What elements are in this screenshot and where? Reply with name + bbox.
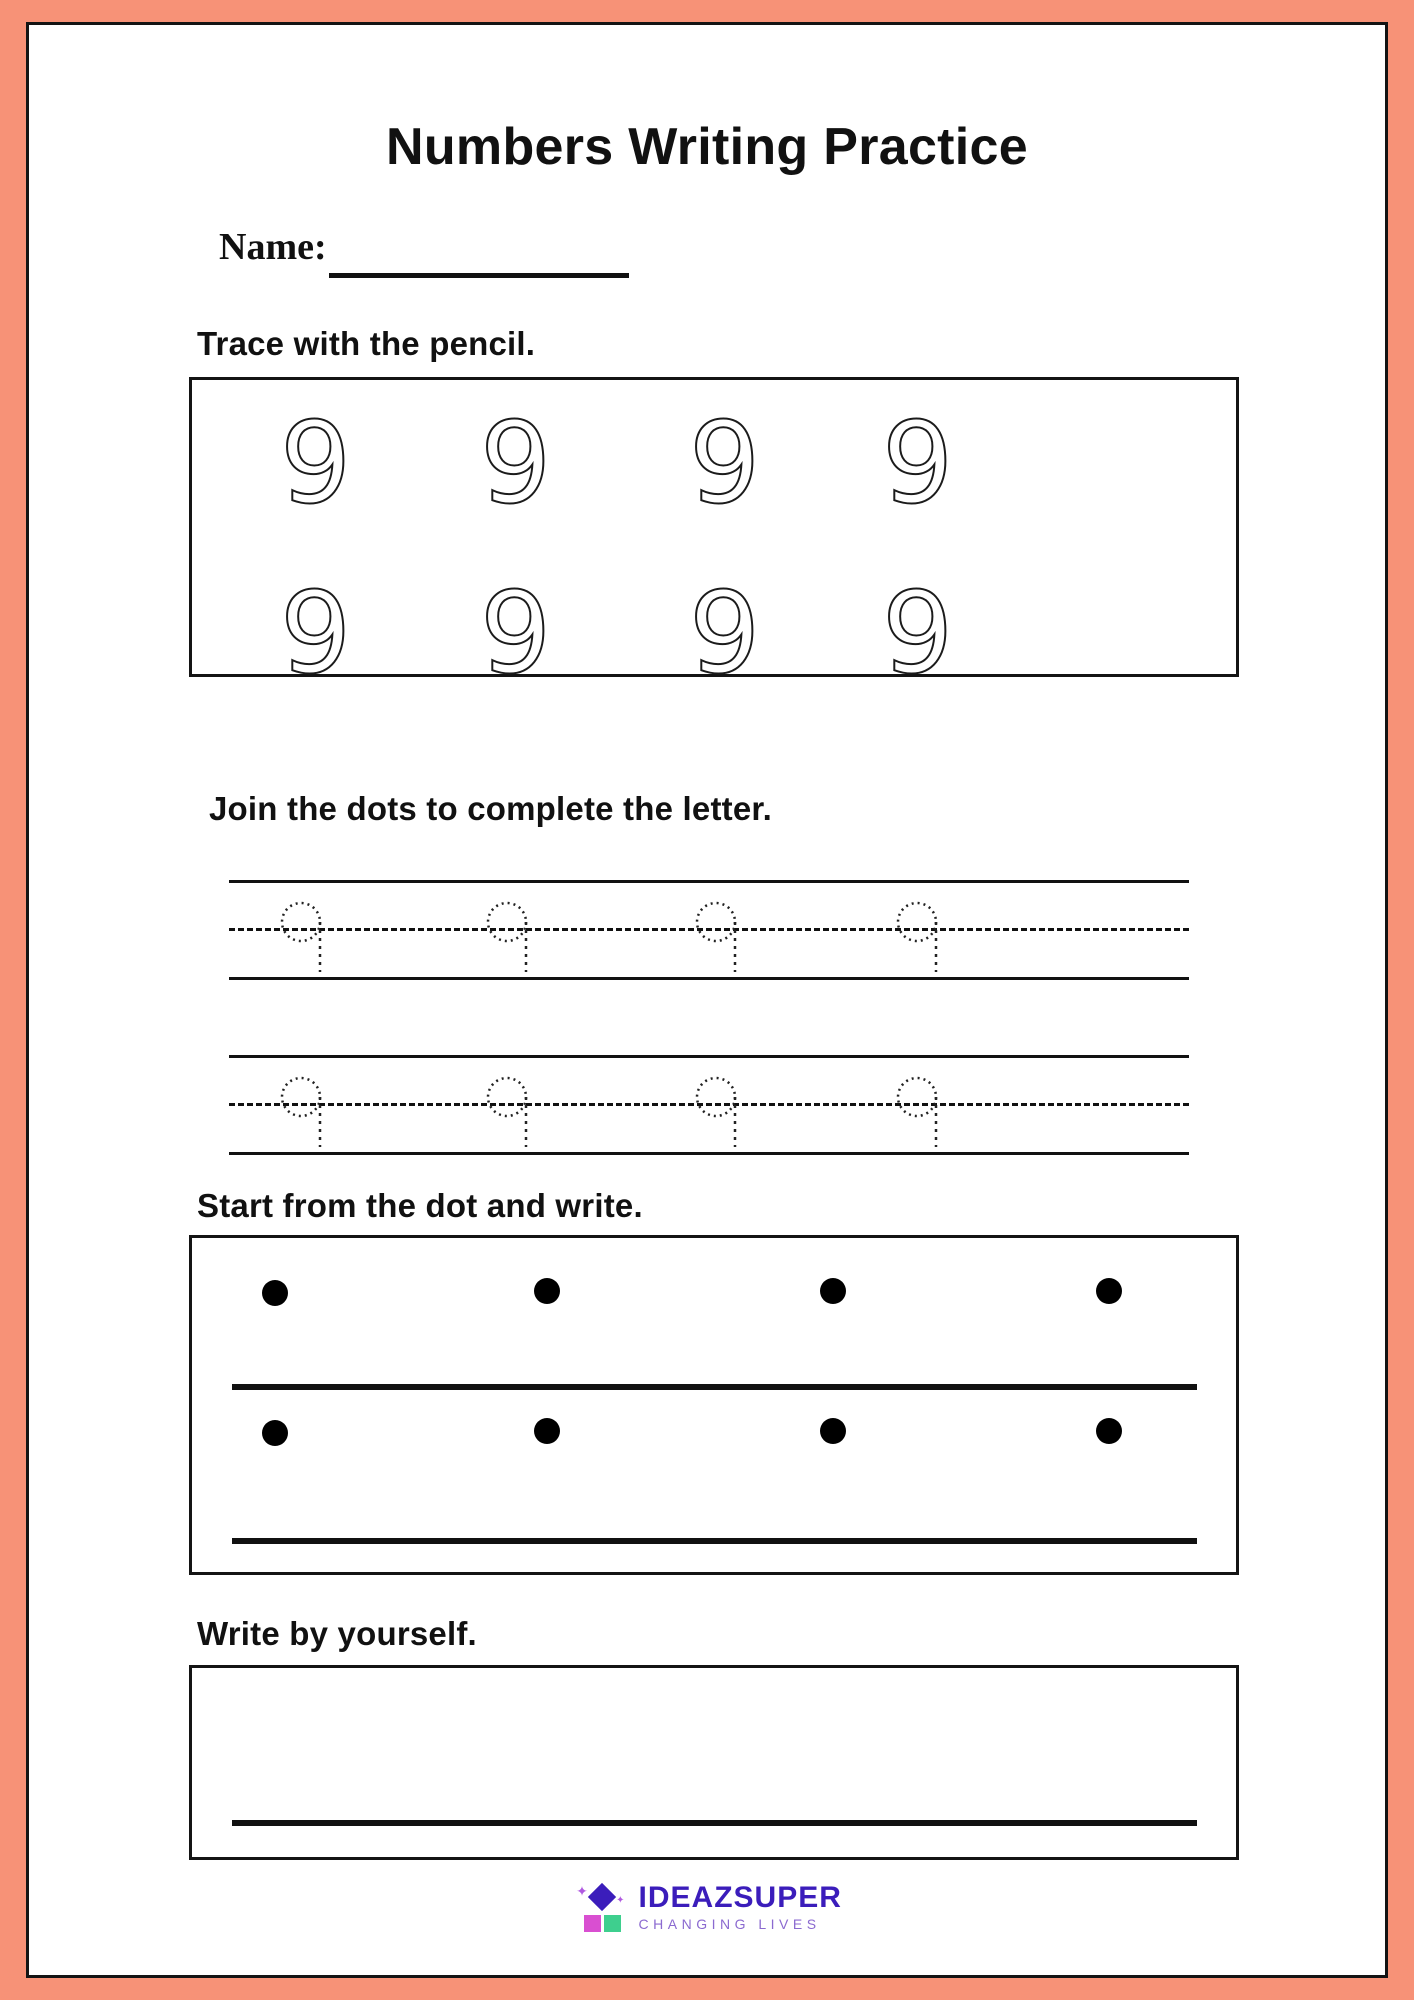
start-dot [534,1278,560,1304]
name-input-line[interactable] [329,273,629,278]
worksheet-page [26,22,1388,1978]
baseline-rule [232,1820,1197,1826]
instruction-join-dots: Join the dots to complete the letter. [209,790,772,827]
ruled-line-row[interactable] [229,1055,1189,1155]
join-dots-area [189,765,1239,1095]
start-dot [534,1418,560,1444]
trace-glyph: 9 [480,399,552,529]
trace-glyph: 9 [480,569,552,699]
trace-glyph: 9 [689,399,761,529]
baseline-rule [232,1538,1197,1544]
name-field-row [189,225,849,285]
start-dot [262,1280,288,1306]
start-dot [820,1278,846,1304]
page-title: Numbers Writing Practice [386,118,1028,176]
square-pink-icon [584,1915,601,1932]
sparkle-icon: ✦ [576,1883,588,1900]
start-dot [1096,1418,1122,1444]
square-green-icon [604,1915,621,1932]
instruction-write-by-yourself: Write by yourself. [197,1615,477,1652]
trace-glyph: 9 [280,399,352,529]
sparkle-icon: ✦ [616,1895,625,1907]
trace-glyph: 9 [882,569,954,699]
brand-tagline: CHANGING LIVES [638,1916,821,1932]
brand-name: IDEAZSUPER [638,1881,842,1914]
footer-logo [29,1883,1385,1945]
trace-glyph: 9 [280,569,352,699]
trace-practice-box[interactable] [189,377,1239,699]
join-dots-glyph-row [229,880,1189,980]
start-dot [1096,1278,1122,1304]
instruction-trace: Trace with the pencil. [197,325,536,362]
start-dot [820,1418,846,1444]
instruction-start-from-dot: Start from the dot and write. [197,1187,643,1224]
start-from-dot-box[interactable] [189,1235,1239,1575]
trace-glyph: 9 [882,399,954,529]
free-write-box[interactable] [189,1665,1239,1860]
diamond-icon [588,1883,616,1911]
ruled-line-row[interactable] [229,880,1189,980]
baseline-rule [232,1384,1197,1390]
trace-glyph: 9 [689,569,761,699]
name-label: Name: [219,226,327,268]
logo-mark-icon [572,1883,628,1935]
join-dots-glyph-row [229,1055,1189,1155]
start-dot [262,1420,288,1446]
